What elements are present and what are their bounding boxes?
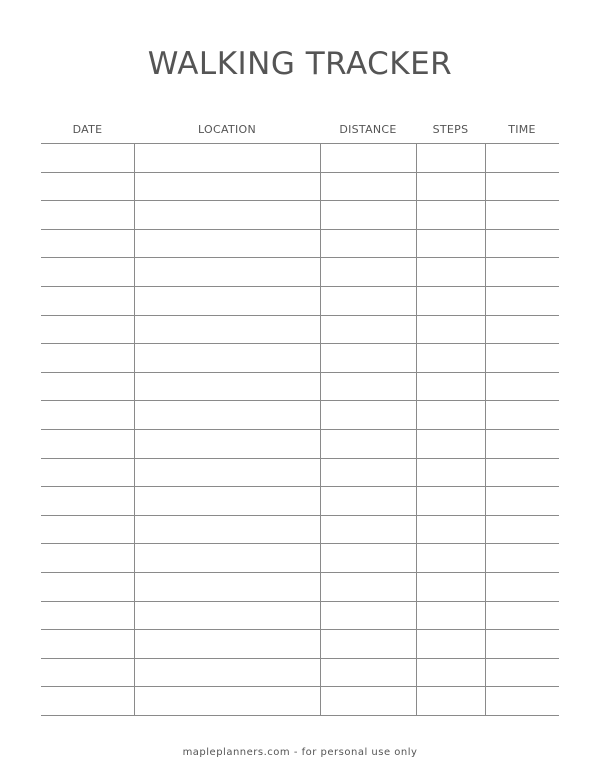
cell-date[interactable]	[41, 144, 134, 173]
cell-distance[interactable]	[320, 229, 416, 258]
table-row	[41, 315, 559, 344]
cell-time[interactable]	[485, 258, 559, 287]
cell-time[interactable]	[485, 572, 559, 601]
cell-location[interactable]	[134, 429, 320, 458]
cell-date[interactable]	[41, 544, 134, 573]
cell-location[interactable]	[134, 172, 320, 201]
cell-time[interactable]	[485, 515, 559, 544]
cell-steps[interactable]	[416, 429, 485, 458]
cell-steps[interactable]	[416, 630, 485, 659]
header-row	[41, 115, 559, 144]
cell-date[interactable]	[41, 429, 134, 458]
cell-distance[interactable]	[320, 658, 416, 687]
cell-steps[interactable]	[416, 286, 485, 315]
cell-time[interactable]	[485, 144, 559, 173]
cell-location[interactable]	[134, 401, 320, 430]
cell-location[interactable]	[134, 315, 320, 344]
cell-location[interactable]	[134, 544, 320, 573]
cell-distance[interactable]	[320, 144, 416, 173]
cell-time[interactable]	[485, 172, 559, 201]
cell-steps[interactable]	[416, 258, 485, 287]
cell-steps[interactable]	[416, 344, 485, 373]
table-row	[41, 429, 559, 458]
cell-distance[interactable]	[320, 258, 416, 287]
cell-date[interactable]	[41, 229, 134, 258]
cell-steps[interactable]	[416, 458, 485, 487]
table-row	[41, 572, 559, 601]
cell-time[interactable]	[485, 544, 559, 573]
cell-location[interactable]	[134, 286, 320, 315]
cell-distance[interactable]	[320, 401, 416, 430]
cell-distance[interactable]	[320, 344, 416, 373]
cell-distance[interactable]	[320, 172, 416, 201]
cell-time[interactable]	[485, 372, 559, 401]
cell-steps[interactable]	[416, 372, 485, 401]
column-header-steps: STEPS	[416, 115, 485, 144]
cell-time[interactable]	[485, 658, 559, 687]
table-row	[41, 172, 559, 201]
cell-distance[interactable]	[320, 487, 416, 516]
table-row	[41, 515, 559, 544]
cell-steps[interactable]	[416, 315, 485, 344]
cell-distance[interactable]	[320, 572, 416, 601]
cell-steps[interactable]	[416, 144, 485, 173]
cell-distance[interactable]	[320, 372, 416, 401]
cell-location[interactable]	[134, 229, 320, 258]
tracker-table	[41, 115, 559, 716]
cell-location[interactable]	[134, 372, 320, 401]
cell-distance[interactable]	[320, 630, 416, 659]
cell-distance[interactable]	[320, 315, 416, 344]
cell-date[interactable]	[41, 315, 134, 344]
cell-date[interactable]	[41, 601, 134, 630]
footer-note: mapleplanners.com - for personal use only	[182, 747, 418, 758]
cell-time[interactable]	[485, 429, 559, 458]
column-header-time: TIME	[485, 115, 559, 144]
cell-time[interactable]	[485, 630, 559, 659]
cell-location[interactable]	[134, 658, 320, 687]
cell-date[interactable]	[41, 344, 134, 373]
cell-distance[interactable]	[320, 458, 416, 487]
cell-steps[interactable]	[416, 487, 485, 516]
cell-date[interactable]	[41, 687, 134, 716]
table-row	[41, 286, 559, 315]
cell-steps[interactable]	[416, 201, 485, 230]
table-row	[41, 601, 559, 630]
table-row	[41, 687, 559, 716]
cell-distance[interactable]	[320, 601, 416, 630]
cell-steps[interactable]	[416, 544, 485, 573]
table-row	[41, 144, 559, 173]
cell-time[interactable]	[485, 687, 559, 716]
cell-date[interactable]	[41, 658, 134, 687]
tracker-body	[41, 144, 559, 716]
cell-location[interactable]	[134, 515, 320, 544]
cell-location[interactable]	[134, 601, 320, 630]
cell-time[interactable]	[485, 344, 559, 373]
cell-distance[interactable]	[320, 429, 416, 458]
cell-distance[interactable]	[320, 201, 416, 230]
cell-steps[interactable]	[416, 401, 485, 430]
cell-steps[interactable]	[416, 572, 485, 601]
cell-distance[interactable]	[320, 687, 416, 716]
cell-distance[interactable]	[320, 544, 416, 573]
cell-date[interactable]	[41, 201, 134, 230]
cell-time[interactable]	[485, 286, 559, 315]
cell-steps[interactable]	[416, 601, 485, 630]
cell-location[interactable]	[134, 201, 320, 230]
cell-location[interactable]	[134, 344, 320, 373]
column-header-date: DATE	[41, 115, 134, 144]
table-row	[41, 544, 559, 573]
cell-date[interactable]	[41, 286, 134, 315]
cell-time[interactable]	[485, 458, 559, 487]
cell-date[interactable]	[41, 572, 134, 601]
table-row	[41, 658, 559, 687]
table-row	[41, 372, 559, 401]
table-row	[41, 401, 559, 430]
cell-date[interactable]	[41, 401, 134, 430]
table-row	[41, 201, 559, 230]
table-row	[41, 458, 559, 487]
cell-steps[interactable]	[416, 515, 485, 544]
cell-location[interactable]	[134, 487, 320, 516]
cell-distance[interactable]	[320, 515, 416, 544]
table-row	[41, 258, 559, 287]
cell-time[interactable]	[485, 315, 559, 344]
cell-date[interactable]	[41, 458, 134, 487]
cell-location[interactable]	[134, 458, 320, 487]
cell-steps[interactable]	[416, 229, 485, 258]
cell-time[interactable]	[485, 201, 559, 230]
cell-steps[interactable]	[416, 172, 485, 201]
column-header-location: LOCATION	[134, 115, 320, 144]
table-row	[41, 630, 559, 659]
cell-distance[interactable]	[320, 286, 416, 315]
cell-steps[interactable]	[416, 687, 485, 716]
cell-date[interactable]	[41, 172, 134, 201]
cell-location[interactable]	[134, 258, 320, 287]
cell-location[interactable]	[134, 687, 320, 716]
cell-location[interactable]	[134, 572, 320, 601]
cell-date[interactable]	[41, 515, 134, 544]
cell-date[interactable]	[41, 372, 134, 401]
table-row	[41, 344, 559, 373]
cell-steps[interactable]	[416, 658, 485, 687]
cell-date[interactable]	[41, 487, 134, 516]
cell-time[interactable]	[485, 601, 559, 630]
cell-date[interactable]	[41, 258, 134, 287]
column-header-distance: DISTANCE	[320, 115, 416, 144]
page-title: WALKING TRACKER	[147, 46, 453, 82]
table-row	[41, 229, 559, 258]
cell-time[interactable]	[485, 487, 559, 516]
cell-time[interactable]	[485, 229, 559, 258]
cell-location[interactable]	[134, 630, 320, 659]
table-row	[41, 487, 559, 516]
cell-time[interactable]	[485, 401, 559, 430]
cell-location[interactable]	[134, 144, 320, 173]
cell-date[interactable]	[41, 630, 134, 659]
